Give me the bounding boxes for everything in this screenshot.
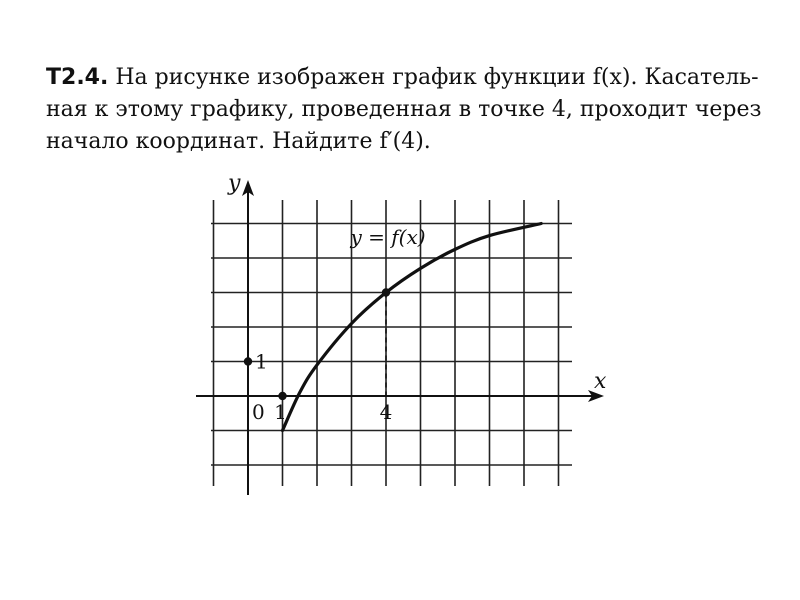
curve-label: y = f(x)	[350, 225, 426, 249]
y-tick-label-1: 1	[255, 349, 268, 374]
x-axis-label: x	[594, 369, 607, 394]
problem-number: Т2.4.	[46, 65, 109, 90]
x-tick-label-1: 1	[274, 400, 287, 424]
x-tick-label-4: 4	[379, 400, 393, 424]
axis-labels	[227, 171, 607, 424]
marked-point	[278, 392, 286, 400]
marked-point	[382, 288, 390, 296]
y-axis-label: y	[228, 171, 241, 196]
origin-tick-label: 0	[252, 400, 265, 424]
problem-line-3: начало координат. Найдите f′(4).	[46, 129, 431, 154]
marked-point	[244, 357, 252, 365]
problem-text-line-1: На рисунке изображен график функции f(x). Касатель-	[115, 65, 759, 90]
problem-line-2: ная к этому графику, проведенная в точке 4, проходит через	[46, 97, 762, 122]
